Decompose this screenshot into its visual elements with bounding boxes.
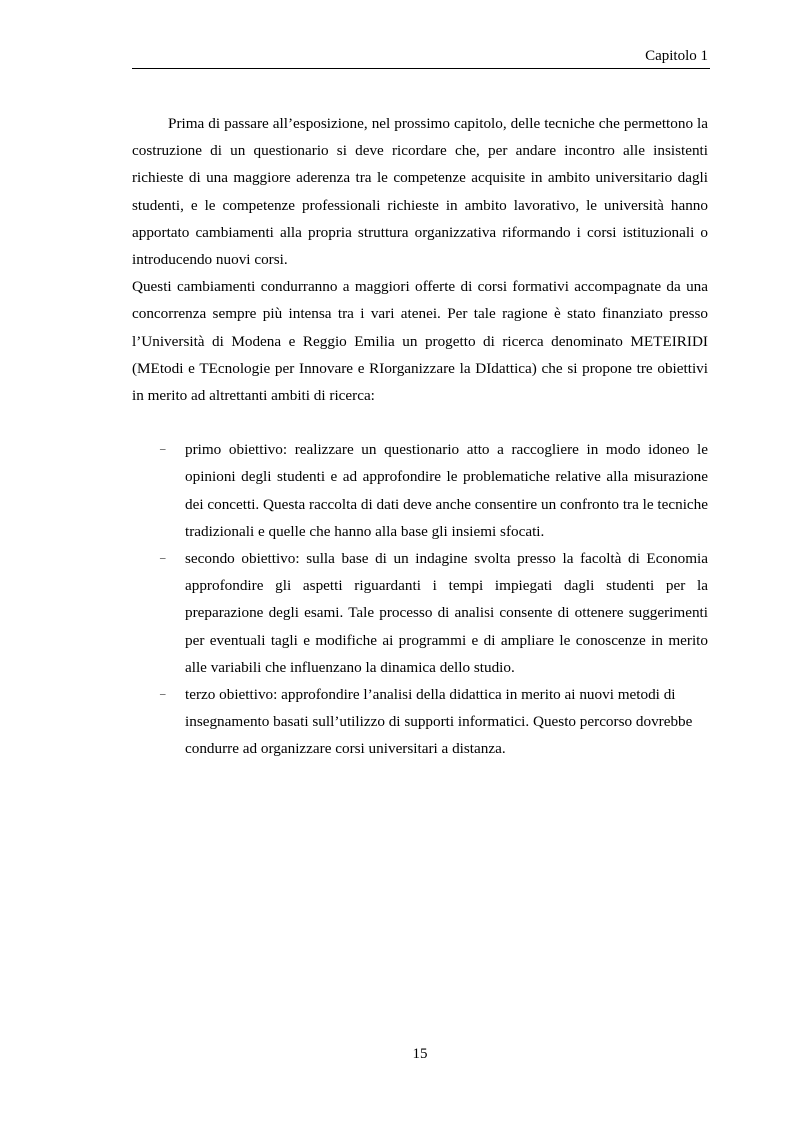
dash-bullet-icon: –: [160, 443, 166, 456]
dash-bullet-icon: –: [160, 552, 166, 565]
objective-text: secondo obiettivo: sulla base di un indagine svolta presso la facoltà di Economia approfondire gli aspetti riguardanti i tempi impiegati dagli studenti per la preparazione degli esami. Tale processo di analisi consente di ottenere suggerimenti per eventuali tagli e modifiche ai programmi e di ampliare le conoscenze in merito alle variabili che influenzano la dinamica dello studio.: [185, 550, 708, 676]
chapter-label: Capitolo 1: [645, 48, 708, 64]
paragraph-meteiridi: Questi cambiamenti condurranno a maggiori offerte di corsi formativi accompagnate da una concorrenza sempre più intensa tra i vari atenei. Per tale ragione è stato finanziato presso l’Università di Modena e Reggio Emilia un progetto di ricerca denominato METEIRIDI (MEtodi e TEcnologie per Innovare e RIorganizzare la DIdattica) che si propone tre obiettivi in merito ad altrettanti ambiti di ricerca:: [132, 278, 708, 405]
body-text: [132, 110, 708, 763]
paragraph-intro: Prima di passare all’esposizione, nel prossimo capitolo, delle tecniche che permettono la costruzione di un questionario si deve ricordare che, per andare incontro alle insistenti richieste di una maggiore aderenza tra le competenze acquisite in ambito universitario dagli studenti, e le competenze professionali richieste in ambito lavorativo, le università hanno apportato cambiamenti alla propria struttura organizzativa riformando i corsi istituzionali o introducendo nuovi corsi.: [132, 115, 708, 269]
dash-bullet-icon: –: [160, 688, 166, 701]
objectives-list: [132, 436, 708, 762]
objective-text: terzo obiettivo: approfondire l’analisi della didattica in merito ai nuovi metodi di insegnamento basati sull’utilizzo di supporti informatici. Questo percorso dovrebbe condurre ad organizzare corsi universitari a distanza.: [185, 686, 693, 758]
objective-text: primo obiettivo: realizzare un questionario atto a raccogliere in modo idoneo le opinioni degli studenti e ad approfondire le problematiche relative alla misurazione dei concetti. Questa raccolta di dati deve anche consentire un confronto tra le tecniche tradizionali e quelle che hanno alla base gli insiemi sfocati.: [185, 441, 708, 540]
page-number: 15: [412, 1046, 428, 1062]
objective-item-primo: [132, 436, 708, 545]
objective-item-secondo: [132, 545, 708, 681]
page-header: [132, 46, 710, 69]
objective-item-terzo: [132, 681, 708, 763]
